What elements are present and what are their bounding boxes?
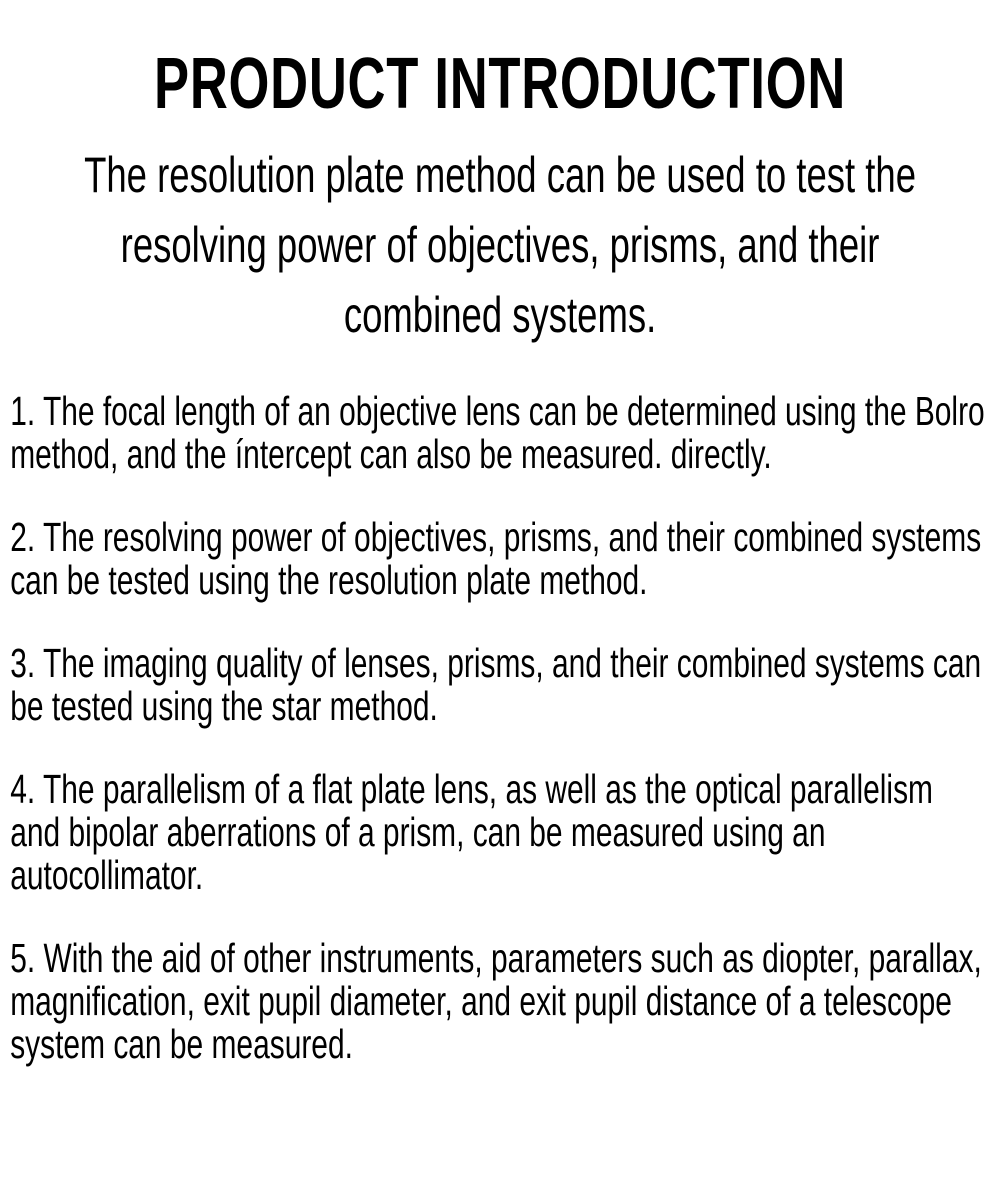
- subtitle: The resolution plate method can be used to test the resolving power of objectives, prisms, and their combined systems.: [84, 147, 917, 343]
- feature-paragraph-5: 5. With the aid of other instruments, parameters such as diopter, parallax, magnification, exit pupil diameter, and exit pupil distance of a telescope system can be measured.: [10, 935, 982, 1067]
- product-introduction-page: [0, 44, 1000, 1067]
- feature-paragraph-1: 1. The focal length of an objective lens can be determined using the Bolro method, and the íntercept can also be measured. directly.: [10, 388, 985, 477]
- feature-paragraph-3: 3. The imaging quality of lenses, prisms, and their combined systems can be tested using the star method.: [10, 640, 982, 729]
- page-title: PRODUCT INTRODUCTION: [154, 44, 847, 124]
- feature-paragraph-4: 4. The parallelism of a flat plate lens, as well as the optical parallelism and bipolar aberrations of a prism, can be measured using an autocollimator.: [10, 766, 933, 898]
- feature-paragraph-2: 2. The resolving power of objectives, prisms, and their combined systems can be tested using the resolution plate method.: [10, 514, 982, 603]
